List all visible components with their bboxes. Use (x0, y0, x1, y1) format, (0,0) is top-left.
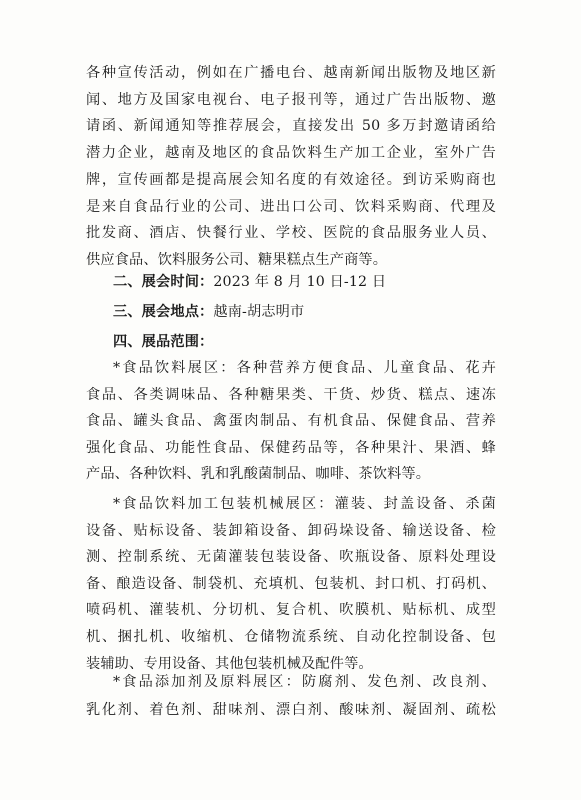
section-heading: 三、展会地点： (113, 304, 214, 320)
section-heading: 二、展会时间： (113, 274, 214, 290)
machinery-zone-line: 测、控制系统、无菌灌装包装设备、吹瓶设备、原料处理设 (86, 549, 496, 566)
promo-line: 各种宣传活动，例如在广播电台、越南新闻出版物及地区新 (86, 65, 496, 81)
food-zone-line: 强化食品、功能性食品、保健药品等，各种果汁、果酒、蜂 (86, 439, 496, 456)
machinery-zone-line: 喷码机、灌装机、分切机、复合机、吹膜机、贴标机、成型 (86, 602, 496, 619)
promo-line: 闻、地方及国家电视台、电子报刊等，通过广告出版物、邀 (86, 91, 496, 108)
exhibition-location (113, 302, 496, 322)
promo-line: 批发商、酒店、快餐行业、学校、医院的食品服务业人员、 (86, 225, 496, 242)
promo-line: 潜力企业，越南及地区的食品饮料生产加工企业，室外广告 (86, 145, 496, 162)
exhibition-date (113, 272, 496, 292)
exhibit-scope-heading: 四、展品范围： (113, 334, 214, 350)
food-zone-line: 产品、各种饮料、乳和乳酸菌制品、咖啡、茶饮料等。 (86, 466, 431, 483)
machinery-zone-line: 设备、贴标设备、装卸箱设备、卸码垛设备、输送设备、检 (86, 522, 496, 539)
machinery-zone-line: 备、酿造设备、制袋机、充填机、包装机、封口机、打码机、 (86, 575, 496, 592)
promo-line: 供应食品、饮料服务公司、糖果糕点生产商等。 (86, 251, 388, 268)
promo-line: 请函、新闻通知等推荐展会，直接发出 50 多万封邀请函给 (86, 118, 496, 135)
food-zone-line: *食品饮料展区：各种营养方便食品、儿童食品、花卉 (113, 360, 496, 376)
promo-line: 是来自食品行业的公司、进出口公司、饮料采购商、代理及 (86, 198, 496, 215)
promo-line: 牌，宣传画都是提高展会知名度的有效途径。到访采购商也 (86, 171, 496, 188)
machinery-zone-line: 装辅助、专用设备、其他包装机械及配件等。 (86, 655, 373, 672)
section-value: 越南-胡志明市 (213, 304, 305, 320)
section-value: 2023 年 8 月 10 日-12 日 (213, 274, 387, 290)
additives-zone-line: 乳化剂、着色剂、甜味剂、漂白剂、酸味剂、凝固剂、疏松 (86, 702, 496, 718)
food-zone-line: 食品、罐头食品、禽蛋肉制品、有机食品、保健食品、营养 (86, 413, 496, 430)
additives-zone-line: *食品添加剂及原料展区：防腐剂、发色剂、改良剂、 (113, 674, 496, 690)
machinery-zone-line: 机、捆扎机、收缩机、仓储物流系统、自动化控制设备、包 (86, 629, 496, 645)
machinery-zone-line: *食品饮料加工包装机械展区：灌装、封盖设备、杀菌 (113, 496, 496, 512)
food-zone-line: 食品、各类调味品、各种糖果类、干货、炒货、糕点、速冻 (86, 386, 496, 403)
